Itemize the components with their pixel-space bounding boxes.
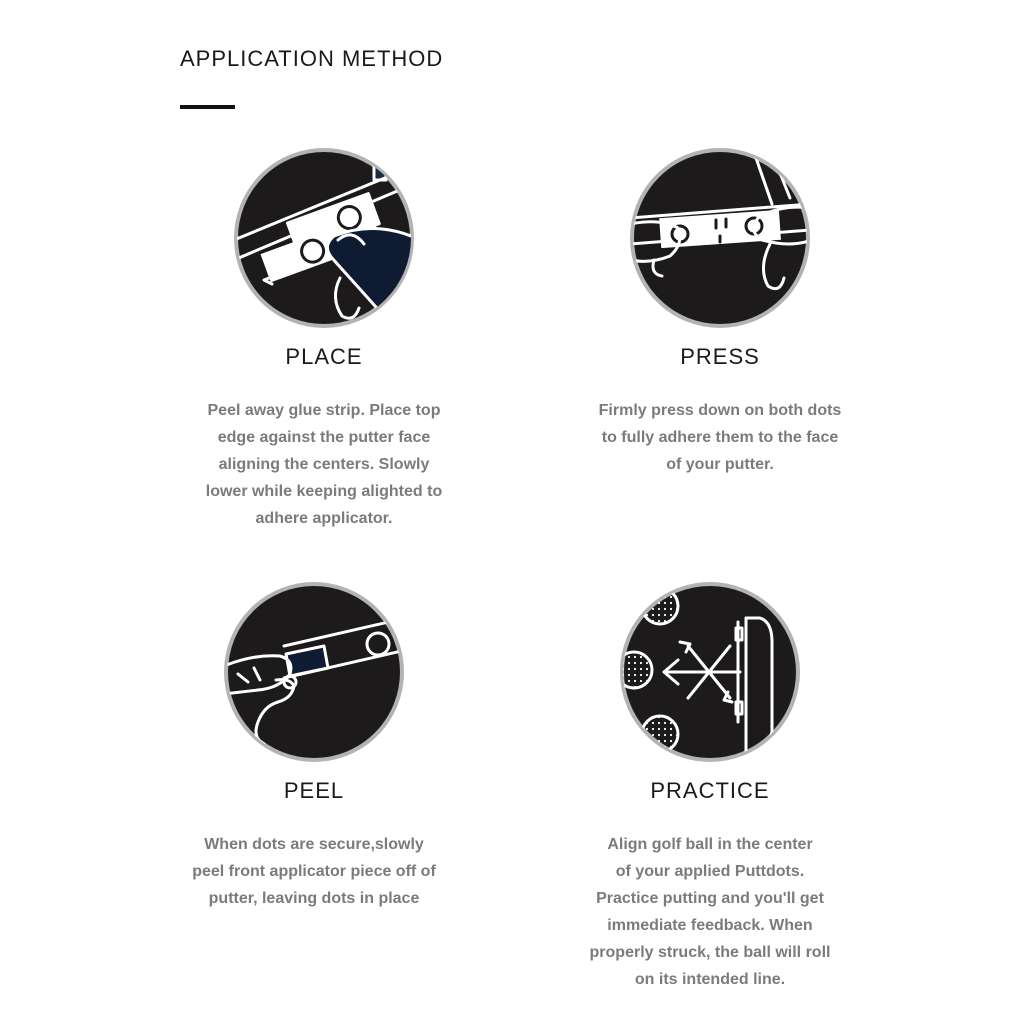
peel-illustration-icon xyxy=(224,582,404,762)
press-illustration-icon xyxy=(630,148,810,328)
step-description: Peel away glue strip. Place top edge against the putter face aligning the centers. Slowly lower while keeping alighted to adhere applicator. xyxy=(205,402,443,527)
step-peel xyxy=(164,582,464,912)
step-description: Align golf ball in the center of your applied Puttdots. Practice putting and you'll get immediate feedback. When properly struck, the ball will roll on its intended line. xyxy=(589,836,831,988)
title-underline xyxy=(180,105,235,109)
step-practice xyxy=(560,582,860,993)
step-place xyxy=(174,148,474,532)
step-title: PRACTICE xyxy=(650,778,770,803)
step-description: Firmly press down on both dots to fully adhere them to the face of your putter. xyxy=(598,402,842,473)
practice-illustration-icon xyxy=(620,582,800,762)
step-title: PLACE xyxy=(285,344,363,369)
place-illustration-icon xyxy=(234,148,414,328)
step-description: When dots are secure,slowly peel front applicator piece off of putter, leaving dots in place xyxy=(192,836,436,907)
page-title: APPLICATION METHOD xyxy=(180,46,444,71)
step-title: PRESS xyxy=(680,344,760,369)
step-title: PEEL xyxy=(283,778,345,803)
step-press xyxy=(570,148,870,478)
